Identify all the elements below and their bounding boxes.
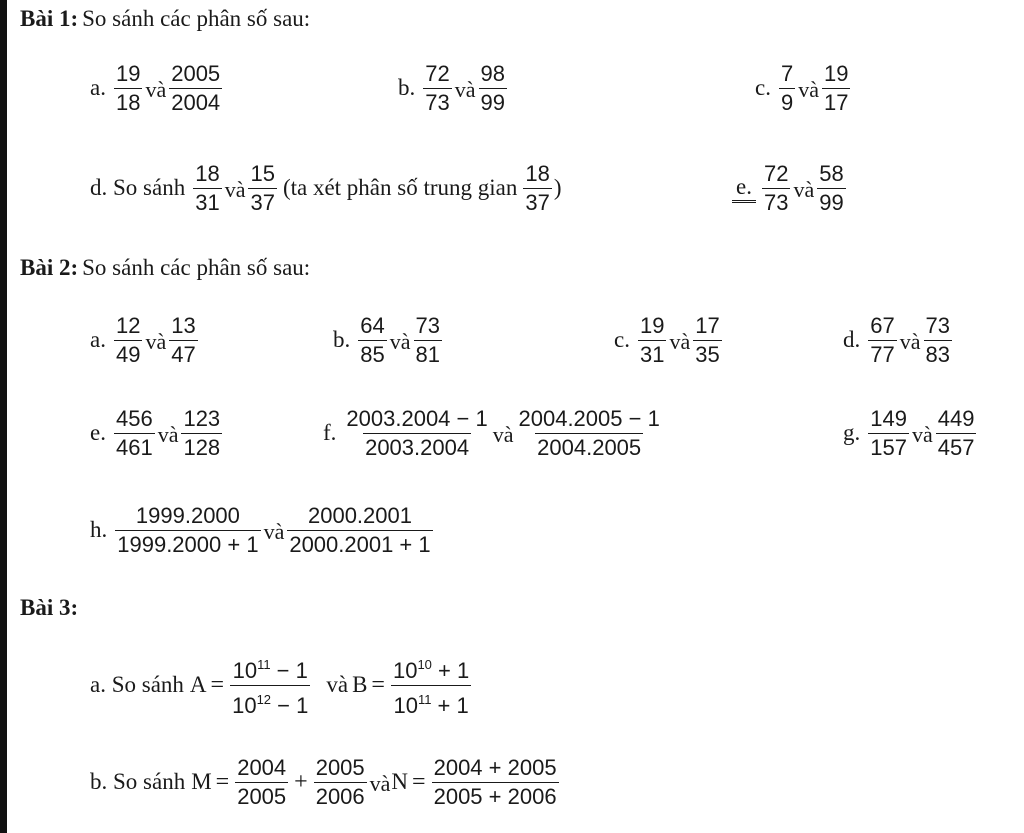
bai2-item-d bbox=[843, 310, 954, 370]
fraction bbox=[817, 161, 845, 216]
fraction bbox=[822, 61, 850, 116]
denominator: 37 bbox=[250, 189, 275, 215]
conjunction-va: và bbox=[793, 177, 815, 202]
conjunction-va: và bbox=[224, 177, 246, 202]
item-label: f. bbox=[323, 420, 337, 445]
denominator: 2004 bbox=[171, 89, 221, 115]
bai1-title: Bài 1: bbox=[20, 6, 79, 31]
bai1-heading bbox=[20, 4, 314, 34]
fraction bbox=[114, 406, 155, 461]
fraction bbox=[115, 503, 260, 558]
fraction-a bbox=[230, 652, 310, 719]
numerator: 7 bbox=[780, 60, 794, 86]
bai1-item-c bbox=[755, 58, 852, 118]
fraction bbox=[924, 313, 952, 368]
denominator: 2003.2004 bbox=[365, 434, 470, 460]
fraction bbox=[358, 313, 386, 368]
numerator: 456 bbox=[115, 405, 153, 431]
bai3-item-b bbox=[90, 752, 561, 812]
denominator: 83 bbox=[925, 341, 950, 367]
exponent: 11 bbox=[257, 656, 271, 672]
hint-text: (ta xét phân số trung gian bbox=[282, 175, 518, 200]
denominator: 85 bbox=[360, 341, 385, 367]
item-label: e. bbox=[732, 174, 756, 203]
numerator: 67 bbox=[870, 312, 895, 338]
variable-a: A bbox=[189, 672, 207, 697]
denominator: 17 bbox=[823, 89, 849, 115]
conjunction-va: và bbox=[899, 329, 921, 354]
numerator: 18 bbox=[195, 160, 220, 186]
power-base: 10 bbox=[393, 692, 418, 718]
numerator: 72 bbox=[425, 60, 450, 86]
conjunction-va: và bbox=[389, 329, 411, 354]
numerator: 64 bbox=[360, 312, 385, 338]
fraction bbox=[936, 406, 977, 461]
numerator: 449 bbox=[937, 405, 975, 431]
fraction bbox=[868, 406, 909, 461]
denominator: 157 bbox=[870, 434, 907, 460]
bai3-heading bbox=[20, 593, 78, 623]
power-tail: − 1 bbox=[271, 692, 309, 718]
item-label: a. So sánh bbox=[90, 672, 184, 697]
exponent: 12 bbox=[256, 691, 272, 707]
item-label: c. bbox=[755, 75, 771, 100]
power-tail: + 1 bbox=[431, 657, 470, 683]
bai2-item-g bbox=[843, 403, 978, 463]
equals-sign: = bbox=[412, 768, 426, 795]
numerator: 19 bbox=[115, 60, 141, 86]
fraction bbox=[287, 503, 432, 558]
item-label: b. So sánh bbox=[90, 769, 186, 794]
denominator: 461 bbox=[115, 434, 153, 460]
conjunction-va: và bbox=[492, 422, 514, 447]
power-tail: − 1 bbox=[270, 657, 308, 683]
denominator: 128 bbox=[183, 434, 221, 460]
fraction bbox=[169, 313, 197, 368]
fraction bbox=[762, 161, 790, 216]
fraction bbox=[779, 61, 795, 116]
variable-b: B bbox=[352, 672, 368, 697]
bai2-item-c bbox=[614, 310, 724, 370]
equals-sign: = bbox=[210, 671, 225, 698]
item-label: b. bbox=[398, 75, 416, 100]
variable-n: N bbox=[391, 769, 409, 794]
fraction-b bbox=[391, 652, 471, 719]
numerator: 2005 bbox=[315, 754, 365, 780]
denominator: 49 bbox=[115, 341, 141, 367]
item-label: b. bbox=[333, 327, 351, 352]
denominator: 457 bbox=[937, 434, 975, 460]
bai1-item-b bbox=[398, 58, 509, 118]
bai2-item-e bbox=[90, 403, 224, 463]
denominator: 2006 bbox=[315, 783, 365, 809]
item-label: h. bbox=[90, 517, 108, 542]
denominator: 31 bbox=[639, 341, 665, 367]
equals-sign: = bbox=[371, 671, 385, 698]
fraction bbox=[479, 61, 507, 116]
item-label: a. bbox=[90, 75, 106, 100]
numerator: 58 bbox=[819, 160, 844, 186]
numerator: 1999.2000 bbox=[135, 502, 240, 528]
bai1-item-d bbox=[90, 158, 562, 218]
fraction bbox=[248, 161, 276, 216]
bai1-item-a bbox=[90, 58, 224, 118]
denominator: 2005 bbox=[237, 783, 287, 809]
fraction bbox=[169, 61, 222, 116]
conjunction-va: và bbox=[145, 77, 167, 102]
fraction bbox=[414, 313, 442, 368]
denominator: 47 bbox=[171, 341, 196, 367]
numerator: 149 bbox=[870, 405, 907, 431]
fraction bbox=[235, 755, 288, 810]
power-base: 10 bbox=[232, 657, 258, 683]
bai1-item-e bbox=[728, 158, 848, 218]
numerator: 18 bbox=[525, 160, 550, 186]
denominator: 9 bbox=[780, 89, 794, 115]
power-base: 10 bbox=[232, 692, 257, 718]
conjunction-va: và bbox=[157, 422, 179, 447]
conjunction-va: và bbox=[263, 519, 285, 544]
numerator: 2003.2004 − 1 bbox=[346, 405, 488, 431]
power-tail: + 1 bbox=[431, 692, 469, 718]
denominator: 1999.2000 + 1 bbox=[117, 531, 259, 557]
denominator: 81 bbox=[415, 341, 440, 367]
fraction bbox=[181, 406, 222, 461]
plus-sign: + bbox=[294, 768, 308, 795]
left-edge-bar bbox=[0, 0, 7, 833]
bai2-item-h bbox=[90, 500, 435, 560]
numerator bbox=[231, 652, 310, 685]
numerator: 73 bbox=[415, 312, 440, 338]
item-label: g. bbox=[843, 420, 861, 445]
numerator bbox=[391, 652, 471, 685]
numerator: 12 bbox=[115, 312, 141, 338]
conjunction-va: và bbox=[454, 77, 476, 102]
numerator: 13 bbox=[171, 312, 196, 338]
denominator: 99 bbox=[819, 189, 844, 215]
denominator: 99 bbox=[480, 89, 505, 115]
fraction bbox=[193, 161, 221, 216]
numerator: 2004 + 2005 bbox=[433, 754, 557, 780]
bai2-item-b bbox=[333, 310, 444, 370]
bai2-subtitle: So sánh các phân số sau: bbox=[82, 255, 311, 280]
exponent: 10 bbox=[417, 656, 432, 672]
denominator: 18 bbox=[115, 89, 141, 115]
conjunction-va: và bbox=[798, 77, 819, 102]
denominator bbox=[230, 685, 310, 719]
denominator: 73 bbox=[425, 89, 450, 115]
conjunction-va: và bbox=[326, 672, 349, 697]
denominator: 73 bbox=[763, 189, 789, 215]
numerator: 2004.2005 − 1 bbox=[518, 405, 660, 431]
numerator: 98 bbox=[480, 60, 505, 86]
numerator: 2004 bbox=[237, 754, 287, 780]
numerator: 123 bbox=[183, 405, 221, 431]
fraction bbox=[114, 313, 142, 368]
fraction bbox=[868, 313, 896, 368]
fraction bbox=[638, 313, 666, 368]
bai2-item-f bbox=[323, 403, 664, 463]
bai2-item-a bbox=[90, 310, 200, 370]
denominator: 2004.2005 bbox=[537, 434, 642, 460]
bai1-subtitle: So sánh các phân số sau: bbox=[82, 6, 311, 31]
numerator: 72 bbox=[763, 160, 789, 186]
conjunction-va: và bbox=[369, 771, 391, 796]
item-label: c. bbox=[614, 327, 630, 352]
bai3-title: Bài 3: bbox=[20, 595, 79, 620]
item-label: e. bbox=[90, 420, 106, 445]
denominator: 77 bbox=[870, 341, 895, 367]
fraction bbox=[432, 755, 559, 810]
numerator: 19 bbox=[639, 312, 665, 338]
denominator: 2005 + 2006 bbox=[433, 783, 557, 809]
fraction bbox=[423, 61, 451, 116]
item-label: d. So sánh bbox=[90, 175, 186, 200]
denominator: 31 bbox=[195, 189, 220, 215]
hint-close: ) bbox=[553, 175, 562, 200]
conjunction-va: và bbox=[669, 329, 691, 354]
numerator: 19 bbox=[823, 60, 849, 86]
bai3-item-a bbox=[90, 655, 473, 718]
fraction bbox=[344, 406, 489, 461]
bai2-title: Bài 2: bbox=[20, 255, 79, 280]
conjunction-va: và bbox=[145, 329, 167, 354]
exponent: 11 bbox=[417, 691, 432, 707]
numerator: 2005 bbox=[171, 60, 221, 86]
item-label: a. bbox=[90, 327, 106, 352]
equals-sign: = bbox=[215, 768, 230, 795]
variable-m: M bbox=[191, 769, 212, 794]
power-base: 10 bbox=[392, 657, 418, 683]
fraction bbox=[114, 61, 142, 116]
fraction bbox=[523, 161, 551, 216]
numerator: 17 bbox=[695, 312, 720, 338]
item-label: d. bbox=[843, 327, 861, 352]
numerator: 15 bbox=[250, 160, 275, 186]
denominator: 37 bbox=[525, 189, 550, 215]
bai2-heading bbox=[20, 253, 314, 283]
numerator: 73 bbox=[925, 312, 950, 338]
denominator: 2000.2001 + 1 bbox=[289, 531, 431, 557]
denominator: 35 bbox=[695, 341, 720, 367]
denominator bbox=[391, 685, 470, 719]
numerator: 2000.2001 bbox=[307, 502, 412, 528]
fraction bbox=[693, 313, 721, 368]
fraction bbox=[517, 406, 662, 461]
conjunction-va: và bbox=[911, 422, 933, 447]
fraction bbox=[314, 755, 367, 810]
